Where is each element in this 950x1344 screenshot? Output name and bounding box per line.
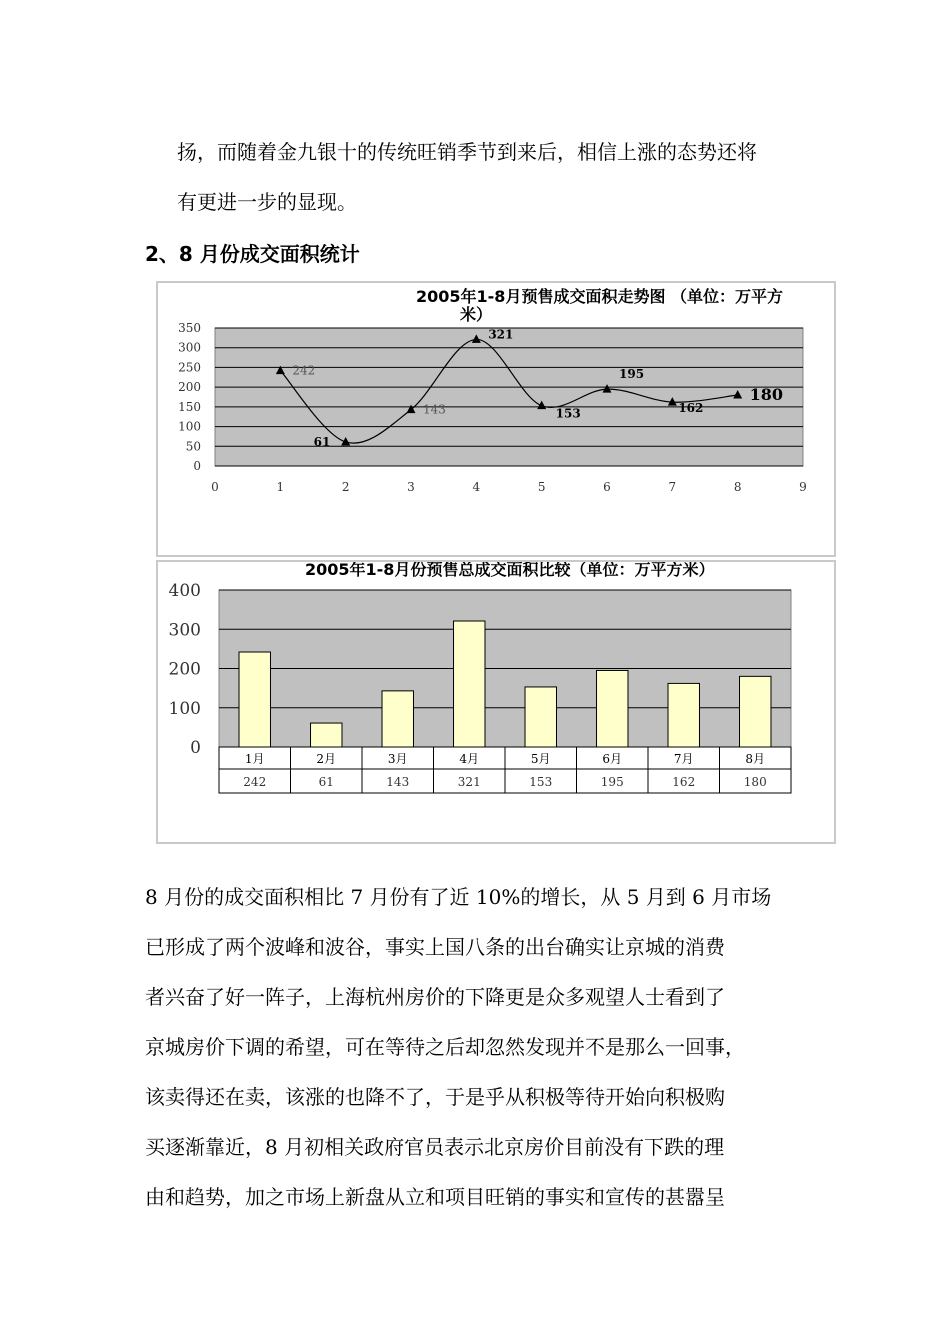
line-y-tick-label: 200 [178, 380, 201, 395]
bar-table-value: 143 [386, 775, 410, 789]
bar-table-value: 162 [672, 775, 696, 789]
bar-table-value: 321 [457, 775, 481, 789]
line-x-tick-label: 2 [341, 480, 350, 494]
line-chart-title-line-2: 米） [460, 305, 493, 324]
bar-chart-title: 2005年1-8月份预售总成交面积比较（单位：万平方米） [305, 562, 715, 579]
line-x-tick-label: 7 [668, 480, 677, 494]
bar-category-label: 3月 [387, 752, 408, 766]
bar-table-value: 61 [318, 775, 334, 789]
bar-rect [382, 691, 413, 747]
line-data-label: 195 [619, 367, 645, 382]
line-y-tick-label: 250 [178, 360, 201, 375]
intro-line-1: 扬，而随着金九银十的传统旺销季节到来后，相信上涨的态势还将 [177, 140, 757, 164]
line-x-tick-label: 4 [472, 480, 481, 494]
line-y-tick-label: 0 [193, 459, 201, 473]
line-data-label: 153 [555, 406, 581, 421]
bar-rect [525, 687, 556, 747]
bar-category-label: 6月 [602, 752, 623, 766]
body-line-1: 8 月份的成交面积相比 7 月份有了近 10%的增长，从 5 月到 6 月市场 [145, 885, 772, 909]
line-x-tick-label: 5 [537, 480, 546, 494]
bar-category-label: 4月 [459, 752, 480, 766]
line-data-label: 321 [488, 327, 514, 342]
bar-category-label: 7月 [673, 752, 694, 766]
bar-table-value: 242 [243, 775, 267, 789]
line-data-label: 180 [749, 385, 784, 405]
body-line-3: 者兴奋了好一阵子，上海杭州房价的下降更是众多观望人士看到了 [145, 985, 725, 1009]
line-x-tick-label: 8 [733, 480, 742, 494]
bar-chart [158, 562, 834, 842]
bar-y-tick-label: 0 [190, 738, 201, 758]
line-x-tick-label: 3 [407, 480, 415, 494]
line-x-tick-label: 9 [799, 480, 807, 494]
bar-rect [239, 652, 270, 747]
bar-y-tick-label: 100 [168, 698, 201, 719]
bar-table-value: 153 [529, 775, 553, 789]
bar-rect [668, 683, 699, 747]
bar-table-value: 180 [743, 775, 767, 789]
line-chart-title-line-1: 2005年1-8月预售成交面积走势图 （单位：万平方 [416, 287, 784, 306]
bar-chart-frame [156, 560, 836, 844]
bar-y-tick-label: 300 [168, 620, 201, 641]
line-data-label: 61 [313, 434, 331, 449]
intro-line-2: 有更进一步的显现。 [177, 190, 357, 214]
bar-rect [597, 670, 628, 747]
line-chart-frame [156, 281, 836, 557]
bar-rect [454, 621, 485, 747]
line-y-tick-label: 300 [178, 340, 201, 355]
line-x-tick-label: 1 [276, 480, 285, 494]
bar-y-tick-label: 400 [168, 581, 201, 601]
line-data-label: 162 [678, 401, 704, 416]
body-line-4: 京城房价下调的希望，可在等待之后却忽然发现并不是那么一回事， [145, 1035, 745, 1059]
line-data-label: 242 [292, 363, 316, 378]
body-line-7: 由和趋势，加之市场上新盘从立和项目旺销的事实和宣传的甚嚣呈 [145, 1185, 725, 1209]
line-x-tick-label: 0 [211, 480, 219, 494]
bar-rect [740, 676, 771, 747]
body-line-6: 买逐渐靠近，8 月初相关政府官员表示北京房价目前没有下跌的理 [145, 1135, 725, 1159]
body-line-5: 该卖得还在卖，该涨的也降不了，于是乎从积极等待开始向积极购 [145, 1085, 725, 1109]
bar-category-label: 5月 [530, 752, 551, 766]
line-y-tick-label: 350 [178, 321, 201, 335]
line-plot-area [215, 328, 803, 466]
line-chart [158, 283, 834, 555]
bar-table-value: 195 [600, 775, 624, 789]
bar-category-label: 2月 [316, 752, 337, 766]
line-x-tick-label: 6 [603, 480, 611, 494]
body-line-2: 已形成了两个波峰和波谷，事实上国八条的出台确实让京城的消费 [145, 935, 725, 959]
section-heading: 2、8 月份成交面积统计 [145, 242, 360, 266]
line-y-tick-label: 150 [178, 399, 201, 414]
bar-category-label: 1月 [244, 752, 265, 766]
bar-category-label: 8月 [745, 752, 766, 766]
bar-y-tick-label: 200 [168, 659, 201, 680]
line-data-label: 143 [423, 402, 446, 417]
line-y-tick-label: 100 [178, 419, 201, 434]
line-y-tick-label: 50 [185, 439, 201, 454]
bar-rect [311, 723, 342, 747]
